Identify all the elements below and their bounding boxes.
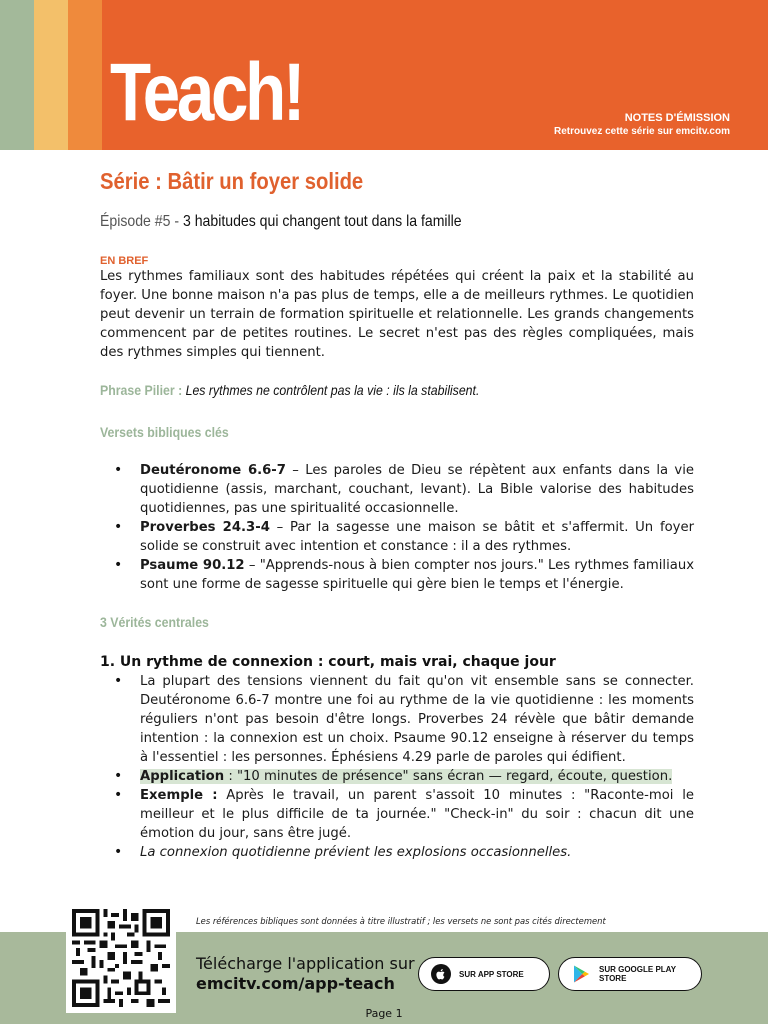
apple-icon [431,964,451,984]
download-text [196,954,415,994]
pillar-label: Phrase Pilier : [100,382,186,398]
truths-heading: 3 Vérités centrales [100,614,209,630]
application-label: Application [140,769,225,784]
example-label: Exemple : [140,788,218,803]
conclusion-text: La connexion quotidienne prévient les explosions occasionnelles. [140,845,572,860]
document-body [100,168,694,862]
truth-1-application [100,767,694,786]
notes-subtitle: Retrouvez cette série sur emcitv.com [553,126,730,137]
episode-line [100,213,623,231]
series-title: Série : Bâtir un foyer solide [100,168,364,194]
episode-title: 3 habitudes qui changent tout dans la famille [182,213,462,230]
verses-list [100,461,694,594]
yellow-stripe [34,0,68,150]
app-store-button[interactable] [418,957,550,991]
en-bref-heading: EN BREF [100,255,149,267]
application-text: : "10 minutes de présence" sans écran — regard, écoute, question. [224,769,673,784]
en-bref-paragraph: Les rythmes familiaux sont des habitudes répétées qui créent la paix et la stabilité au foyer. Une bonne maison n'a pas plus de temps, elle a de meilleurs rythmes. Le quotidien peut devenir un terrain de formation spirituelle et relationnelle. Les grands changements commencent par de petites routines. Le secret n'est pas des règles compliquées, mais des rythmes simples qui tiennent. [100,269,694,360]
page-number: Page 1 [365,1007,403,1020]
google-play-icon [571,964,591,984]
qr-code[interactable] [66,903,176,1013]
qr-code-icon [72,909,170,1007]
teach-logo: Teach! [110,47,303,138]
example-text: Après le travail, un parent s'assoit 10 minutes : "Raconte-moi le meilleur et le plus difficile de ta journée." "Check-in" du soir : chacun dit une émotion du jour, sans être jugé. [140,788,694,841]
verse-text: – "Apprends-nous à bien compter nos jours." Les rythmes familiaux sont une forme de sagesse spirituelle qui gère bien le temps et l'énergie. [140,558,695,592]
verse-text: – Les paroles de Dieu se répètent aux enfants dans la vie quotidienne (assis, marchant, couchant, levant). La Bible valorise des habitudes quotidiennes, pas une spiritualité occasionnelle. [140,463,694,516]
verse-ref: Psaume 90.12 [140,558,245,573]
truth-1-title: 1. Un rythme de connexion : court, mais vrai, chaque jour [100,654,556,670]
truth-1-list [100,672,694,862]
verse-item [100,556,694,594]
header-notes [554,111,730,138]
verses-heading: Versets bibliques clés [100,424,229,440]
verse-ref: Deutéronome 6.6-7 [140,463,286,478]
verse-item [100,518,694,556]
download-url[interactable]: emcitv.com/app-teach [196,974,395,993]
download-line-1: Télécharge l'application sur [196,954,415,973]
truth-1-explanation: • La plupart des tensions viennent du fait qu'on vit ensemble sans se connecter. Deutéronome 6.6-7 montre une foi au rythme de la vie quotidienne : les moments réguliers n'ont pas besoin d'être longs. Proverbes 24 révèle que bâtir demande intention : la connexion est un choix. Psaume 90.12 enseigne à réserver du temps à l'essentiel : les personnes. Éphésiens 4.29 parle de paroles qui édifient. [100,672,694,767]
google-play-button[interactable] [558,957,702,991]
verse-ref: Proverbes 24.3-4 [140,520,270,535]
google-play-label: SUR GOOGLE PLAY STORE [599,965,676,983]
header-banner [0,0,768,150]
sage-stripe [0,0,34,150]
notes-label: NOTES D'ÉMISSION [624,112,730,124]
light-orange-stripe [68,0,102,150]
pillar-text: Les rythmes ne contrôlent pas la vie : ils la stabilisent. [185,382,480,398]
disclaimer: Les références bibliques sont données à titre illustratif ; les versets ne sont pas cités directement [196,916,606,926]
app-store-label: SUR APP STORE [459,970,524,979]
truth-1-example [100,786,694,843]
truth-1-conclusion [100,843,694,862]
verse-text: – Par la sagesse une maison se bâtit et s'affermit. Un foyer solide se construit avec intention et constance : il a des rythmes. [140,520,694,554]
verse-item [100,461,694,518]
episode-label: Épisode #5 - [100,213,183,230]
pillar-phrase [100,382,623,398]
